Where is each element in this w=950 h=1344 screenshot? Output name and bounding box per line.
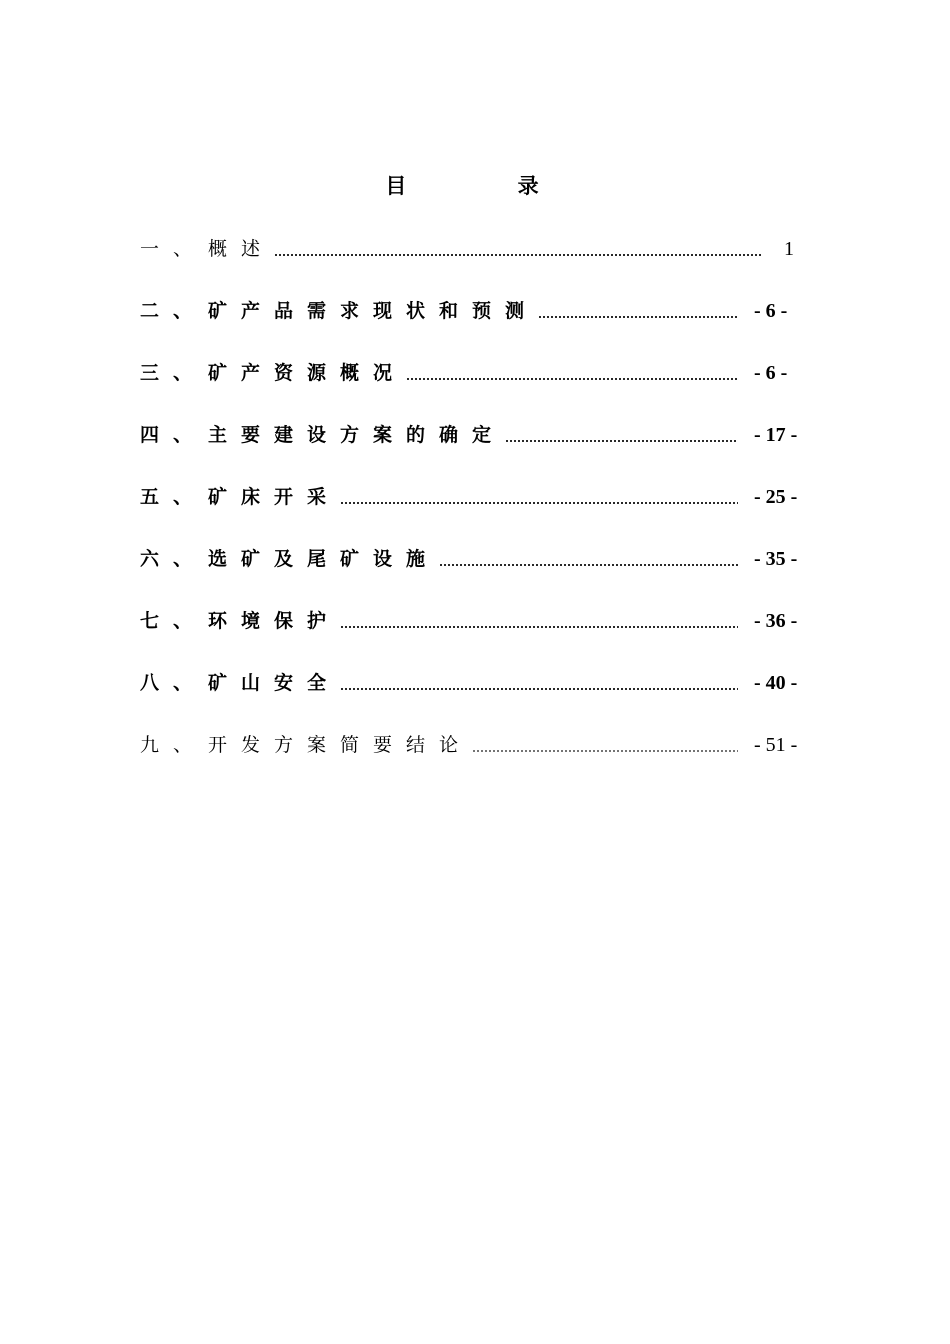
toc-leader-dots: [439, 553, 738, 577]
toc-entry-number: 一、: [140, 238, 207, 260]
toc-entry[interactable]: [140, 466, 802, 528]
toc-entry-page: - 36 -: [754, 610, 798, 632]
toc-entry-page: - 6 -: [754, 362, 788, 384]
toc-entry-number: 三、: [140, 362, 207, 384]
toc-entry-page: - 6 -: [754, 300, 788, 322]
toc-entry[interactable]: [140, 652, 802, 714]
toc-entry-title: 矿产资源概况: [208, 362, 407, 384]
toc-entry-page: - 25 -: [754, 486, 798, 508]
table-of-contents: [140, 218, 802, 776]
toc-entry-title: 矿床开采: [208, 486, 341, 508]
toc-leader-dots: [274, 243, 762, 267]
toc-leader-dots: [340, 677, 738, 701]
toc-entry-page: - 35 -: [754, 548, 798, 570]
toc-entry-number: 二、: [140, 300, 207, 322]
toc-leader-dots: [406, 367, 738, 391]
toc-leader-dots: [340, 491, 738, 515]
toc-entry-number: 四、: [140, 424, 207, 446]
toc-entry-title: 矿产品需求现状和预测: [208, 300, 539, 322]
toc-entry-page: 1: [784, 238, 794, 260]
toc-entry-number: 五、: [140, 486, 207, 508]
toc-entry-page: - 17 -: [754, 424, 798, 446]
toc-entry-number: 六、: [140, 548, 207, 570]
toc-entry[interactable]: [140, 590, 802, 652]
toc-entry-page: - 51 -: [754, 734, 798, 756]
toc-entry-title: 选矿及尾矿设施: [208, 548, 440, 570]
toc-leader-dots: [505, 429, 738, 453]
toc-entry[interactable]: [140, 342, 802, 404]
toc-leader-dots: [340, 615, 738, 639]
toc-entry-title: 概述: [208, 238, 275, 260]
toc-entry[interactable]: [140, 714, 802, 776]
toc-leader-dots: [472, 739, 738, 763]
toc-title: 目 录: [385, 173, 591, 198]
toc-entry-title: 主要建设方案的确定: [208, 424, 506, 446]
toc-entry[interactable]: [140, 528, 802, 590]
toc-entry-number: 九、: [140, 734, 207, 756]
toc-entry-title: 矿山安全: [208, 672, 341, 694]
toc-entry-number: 七、: [140, 610, 207, 632]
toc-entry[interactable]: [140, 218, 802, 280]
toc-entry-title: 开发方案简要结论: [208, 734, 473, 756]
toc-entry[interactable]: [140, 404, 802, 466]
toc-entry[interactable]: [140, 280, 802, 342]
toc-entry-title: 环境保护: [208, 610, 341, 632]
toc-entry-page: - 40 -: [754, 672, 798, 694]
toc-entry-number: 八、: [140, 672, 207, 694]
toc-leader-dots: [538, 305, 738, 329]
